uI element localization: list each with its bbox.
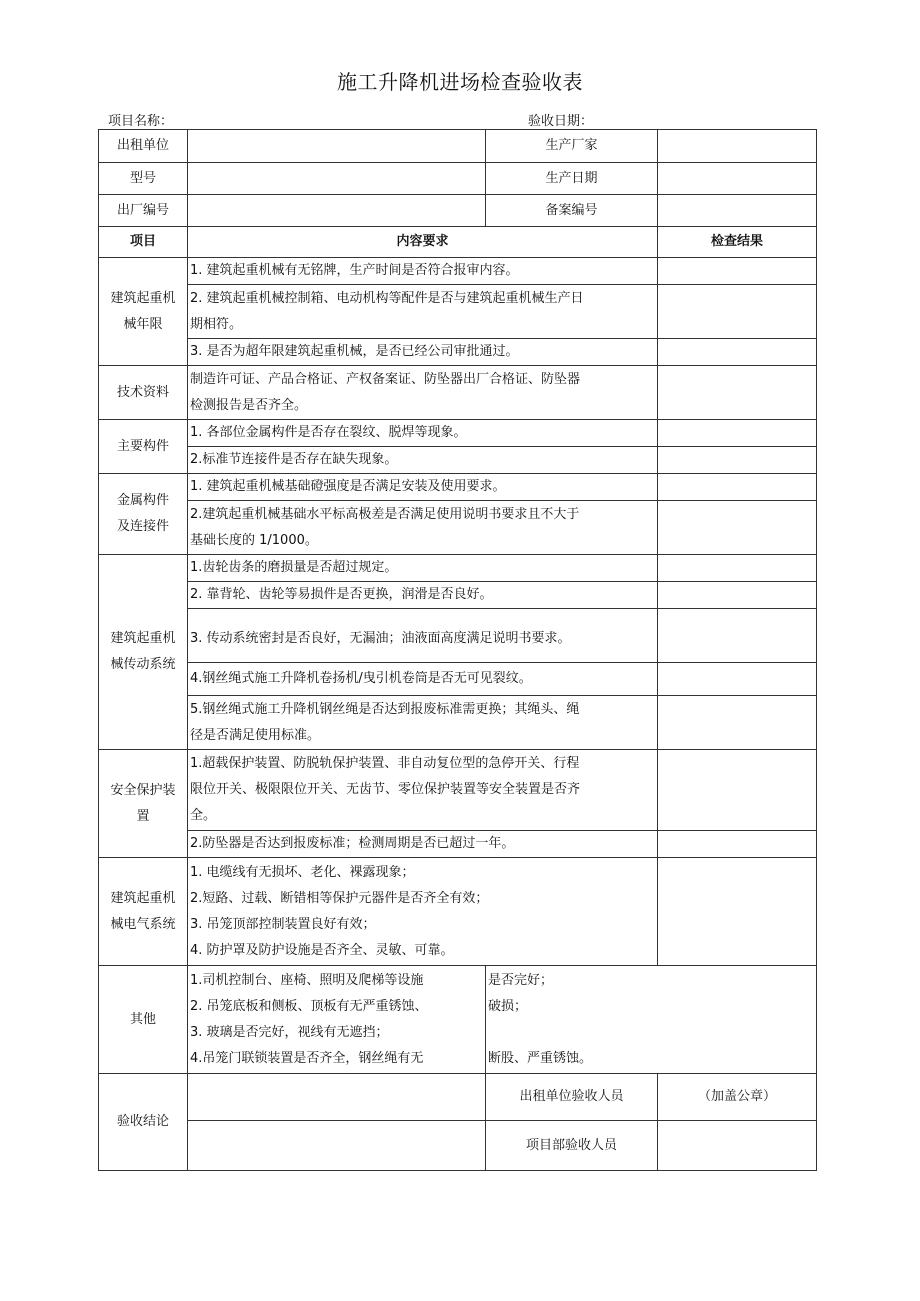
header-result: 检查结果 [658,227,817,258]
requirement-text [188,501,658,555]
requirement-line: 5.钢丝绳式施工升降机钢丝绳是否达到报废标准需更换；其绳头、绳 [190,701,580,717]
requirement-text: 1. 各部位金属构件是否存在裂纹、脱焊等现象。 [188,420,658,447]
result-cell[interactable] [658,750,817,831]
table-row [99,258,817,285]
requirement-line: 限位开关、极限限位开关、无齿节、零位保护装置等安全装置是否齐 [190,782,581,797]
table-row [99,966,817,1074]
seal-note: （加盖公章） [658,1074,817,1121]
table-row [99,582,817,609]
table-row [99,420,817,447]
production-date-label: 生产日期 [486,163,658,195]
conclusion-row [99,1074,817,1121]
result-cell[interactable] [658,339,817,366]
table-row [99,696,817,750]
filing-no-label: 备案编号 [486,195,658,227]
requirement-line: 3. 玻璃是否完好，视线有无遮挡； [190,1024,389,1040]
header-item: 项目 [99,227,188,258]
requirement-line: 径是否满足使用标准。 [190,727,321,743]
requirement-line: 是否完好； [488,972,554,988]
requirement-line: 期相符。 [190,316,243,332]
manufacturer-value[interactable] [658,130,817,163]
serial-no-value[interactable] [188,195,486,227]
requirement-text [188,858,658,966]
section-label-line: 械传动系统 [110,657,176,672]
page-title: 施工升降机进场检查验收表 [337,70,583,94]
conclusion-row [99,1121,817,1171]
result-cell[interactable] [658,858,817,966]
table-row [99,831,817,858]
requirement-text: 3. 传动系统密封是否良好，无漏油；油液面高度满足说明书要求。 [188,609,658,663]
project-staff-signature[interactable] [658,1121,817,1171]
section-label-line: 安全保护装 [110,782,176,798]
serial-no-label: 出厂编号 [99,195,188,227]
requirement-line: 3. 吊笼顶部控制装置良好有效； [190,916,376,932]
result-cell[interactable] [658,582,817,609]
requirement-line: 检测报告是否齐全。 [190,397,308,413]
section-label-safety [99,750,188,858]
info-row [99,195,817,227]
section-label-line: 建筑起重机 [110,290,176,306]
filing-no-value[interactable] [658,195,817,227]
requirement-line: 4.吊笼门联锁装置是否齐全，钢丝绳有无 [190,1050,424,1066]
table-row [99,609,817,663]
requirement-text [188,366,658,420]
section-label-line: 及连接件 [116,519,169,534]
table-row [99,750,817,831]
requirement-line: 4. 防护罩及防护设施是否齐全、灵敏、可靠。 [190,942,454,958]
table-row [99,501,817,555]
requirement-line: 断股、严重锈蚀。 [488,1050,593,1066]
requirement-line: 基础长度的 1/1000。 [190,532,318,548]
result-cell[interactable] [658,258,817,285]
section-label-main: 主要构件 [99,420,188,474]
requirement-continuation [486,966,817,1074]
inspection-table [98,129,817,1171]
model-value[interactable] [188,163,486,195]
requirement-text: 1. 建筑起重机械基础磴强度是否满足安装及使用要求。 [188,474,658,501]
production-date-value[interactable] [658,163,817,195]
requirement-line: 1. 电缆线有无损坏、老化、裸露现象； [190,864,415,880]
header-content: 内容要求 [188,227,658,258]
requirement-text: 1. 建筑起重机械有无铭牌，生产时间是否符合报审内容。 [188,258,658,285]
rental-unit-value[interactable] [188,130,486,163]
project-staff-label: 项目部验收人员 [486,1121,658,1171]
requirement-text: 2.标准节连接件是否存在缺失现象。 [188,447,658,474]
requirement-text: 2. 靠背轮、齿轮等易损件是否更换，润滑是否良好。 [188,582,658,609]
table-row [99,555,817,582]
requirement-line: 全。 [190,808,217,823]
requirement-line [488,1020,814,1046]
conclusion-label: 验收结论 [99,1074,188,1171]
table-row [99,285,817,339]
table-row [99,366,817,420]
section-label-age [99,258,188,366]
requirement-text: 3. 是否为超年限建筑起重机械，是否已经公司审批通过。 [188,339,658,366]
table-header [99,227,817,258]
table-row [99,474,817,501]
result-cell[interactable] [658,474,817,501]
conclusion-value[interactable] [188,1074,486,1121]
result-cell[interactable] [658,420,817,447]
manufacturer-label: 生产厂家 [486,130,658,163]
rental-unit-label: 出租单位 [99,130,188,163]
section-label-metal [99,474,188,555]
result-cell[interactable] [658,501,817,555]
section-label-electric [99,858,188,966]
requirement-text [188,696,658,750]
requirement-text: 4.钢丝绳式施工升降机卷扬机/曳引机卷筒是否无可见裂纹。 [188,663,658,696]
requirement-line: 2.建筑起重机械基础水平标高极差是否满足使用说明书要求且不大于 [190,506,580,522]
requirement-line: 2. 吊笼底板和侧板、顶板有无严重锈蚀、 [190,998,428,1014]
section-label-other: 其他 [99,966,188,1074]
requirement-text: 1.齿轮齿条的磨损量是否超过规定。 [188,555,658,582]
requirement-text [188,966,486,1074]
info-row [99,130,817,163]
result-cell[interactable] [658,285,817,339]
section-label-line: 建筑起重机 [110,890,176,906]
rental-staff-label: 出租单位验收人员 [486,1074,658,1121]
requirement-line: 1.司机控制台、座椅、照明及爬梯等设施 [190,972,424,988]
requirement-line: 2. 建筑起重机械控制箱、电动机构等配件是否与建筑起重机械生产日 [190,290,584,306]
table-row [99,339,817,366]
inspection-date-label: 验收日期： [528,114,594,129]
section-label-line: 械电气系统 [110,916,176,932]
requirement-line: 破损； [488,998,528,1014]
requirement-text [188,750,658,831]
section-label-line: 械年限 [123,316,163,332]
section-label-drive [99,555,188,750]
table-row [99,447,817,474]
result-cell[interactable] [658,555,817,582]
requirement-text [188,285,658,339]
info-row [99,163,817,195]
section-label-line: 金属构件 [116,493,169,508]
table-row [99,663,817,696]
model-label: 型号 [99,163,188,195]
requirement-line: 制造许可证、产品合格证、产权备案证、防坠器出厂合格证、防坠器 [190,371,581,387]
section-label-line: 置 [136,808,150,824]
result-cell[interactable] [658,696,817,750]
requirement-text: 2.防坠器是否达到报废标准；检测周期是否已超过一年。 [188,831,658,858]
requirement-line: 2.短路、过载、断错相等保护元器件是否齐全有效； [190,890,489,906]
result-cell[interactable] [658,609,817,663]
result-cell[interactable] [658,663,817,696]
section-label-tech: 技术资料 [99,366,188,420]
result-cell[interactable] [658,366,817,420]
project-name-label: 项目名称： [108,114,174,129]
section-label-line: 建筑起重机 [110,631,176,646]
result-cell[interactable] [658,447,817,474]
requirement-line: 1.超载保护装置、防脱轨保护装置、非自动复位型的急停开关、行程 [190,756,580,771]
result-cell[interactable] [658,831,817,858]
table-row [99,858,817,966]
conclusion-value[interactable] [188,1121,486,1171]
